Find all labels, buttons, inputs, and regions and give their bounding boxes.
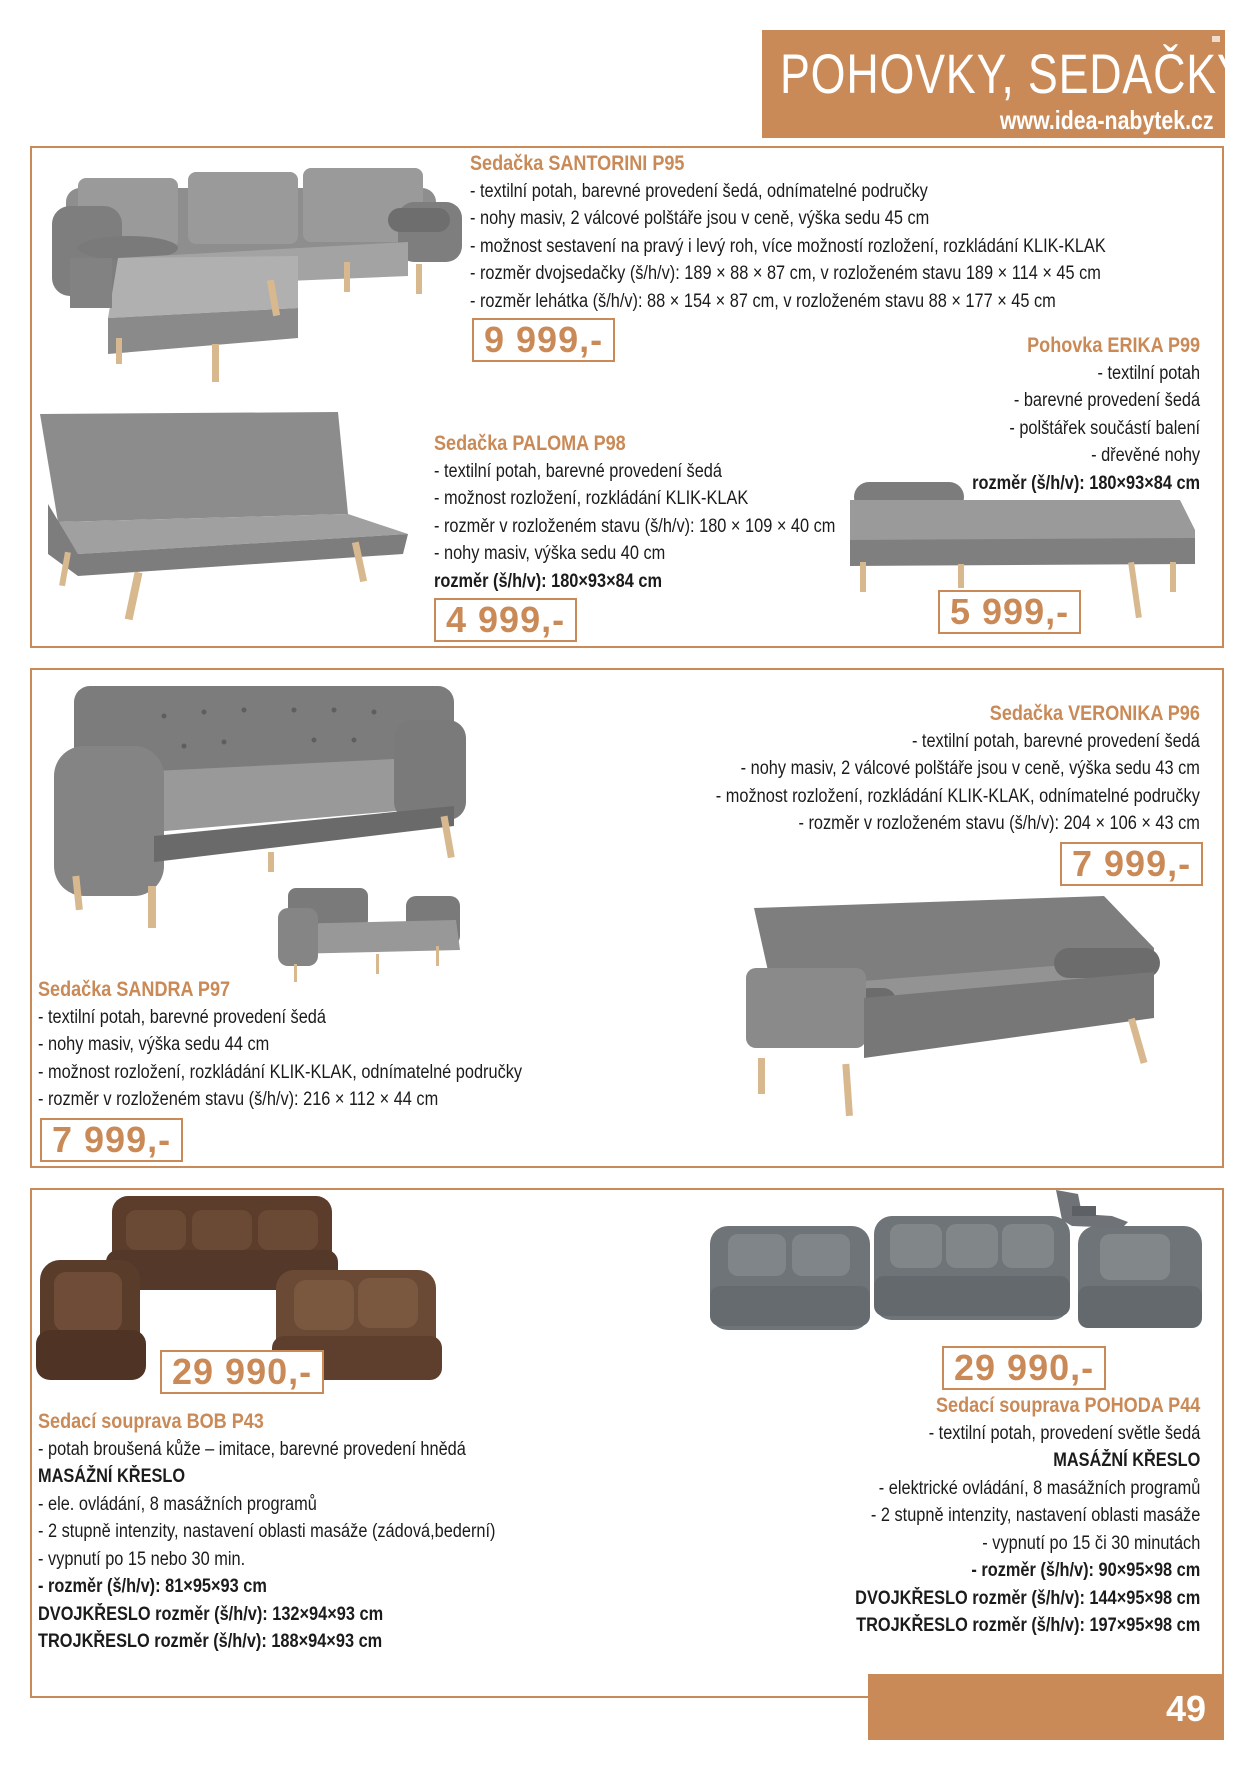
page-number: 49 xyxy=(1165,1688,1206,1729)
bob-price: 29 990,- xyxy=(160,1350,324,1394)
size-line: DVOJKŘESLO rozměr (š/h/v): 144×95×98 cm xyxy=(854,1587,1200,1609)
product-name: Sedačka SANDRA P97 xyxy=(38,978,231,1001)
spec-line: - vypnutí po 15 nebo 30 min. xyxy=(38,1548,246,1570)
product-name: Sedačka PALOMA P98 xyxy=(434,432,626,455)
spec-line: - potah broušená kůže – imitace, barevné provedení hnědá xyxy=(38,1438,466,1460)
veronika-description xyxy=(637,700,1200,838)
product-name: Sedačka VERONIKA P96 xyxy=(989,702,1200,725)
pohoda-description xyxy=(799,1392,1200,1640)
paloma-sofa-image xyxy=(38,404,418,624)
spec-line: - nohy masiv, výška sedu 40 cm xyxy=(434,543,666,564)
spec-line: - textilní potah, barevné provedení šedá xyxy=(434,460,722,482)
size-line: TROJKŘESLO rozměr (š/h/v): 197×95×98 cm xyxy=(855,1615,1200,1636)
erika-description xyxy=(935,332,1200,497)
paloma-price: 4 999,- xyxy=(434,598,577,642)
recliner-mode-image xyxy=(1052,1186,1132,1230)
size-line: - rozměr (š/h/v): 90×95×98 cm xyxy=(971,1560,1200,1581)
product-name: Sedací souprava BOB P43 xyxy=(38,1410,264,1433)
spec-line: - 2 stupně intenzity, nastavení oblasti masáže xyxy=(870,1505,1200,1526)
spec-line: - textilní potah, barevné provedení šedá xyxy=(38,1006,326,1028)
spec-line: - rozměr dvojsedačky (š/h/v): 189 × 88 × 87 cm, v rozloženém stavu 189 × 114 × 45 cm xyxy=(470,263,1101,284)
spec-line: - ele. ovládání, 8 masážních programů xyxy=(38,1493,317,1515)
size-line: rozměr (š/h/v): 180×93×84 cm xyxy=(434,570,662,592)
chair-heading: MASÁŽNÍ KŘESLO xyxy=(1052,1450,1200,1471)
spec-line: - textilní potah, barevné provedení šedá, odnímatelné područky xyxy=(470,180,928,202)
spec-line: - rozměr v rozloženém stavu (š/h/v): 204 × 106 × 43 cm xyxy=(798,813,1200,834)
spec-line: - elektrické ovládání, 8 masážních programů xyxy=(878,1477,1200,1499)
spec-line: - nohy masiv, 2 válcové polštáře jsou v ceně, výška sedu 45 cm xyxy=(470,208,930,229)
veronika-price: 7 999,- xyxy=(1060,842,1203,886)
sandra-description xyxy=(38,976,601,1114)
spec-line: - možnost sestavení na pravý i levý roh, více možností rozložení, rozkládání KLIK-KLAK xyxy=(470,235,1106,257)
website-link[interactable]: www.idea-nabytek.cz xyxy=(1000,105,1214,135)
spec-line: - rozměr lehátka (š/h/v): 88 × 154 × 87 cm, v rozloženém stavu 88 × 177 × 45 cm xyxy=(470,290,1056,312)
size-line: rozměr (š/h/v): 180×93×84 cm xyxy=(972,472,1200,494)
santorini-sofa-image xyxy=(48,158,468,388)
product-name: Sedací souprava POHODA P44 xyxy=(935,1394,1200,1417)
sandra-bed-mode-image xyxy=(276,884,466,984)
product-name: Pohovka ERIKA P99 xyxy=(1027,334,1200,357)
size-line: TROJKŘESLO rozměr (š/h/v): 188×94×93 cm xyxy=(38,1631,383,1652)
paloma-description xyxy=(434,430,901,595)
spec-line: - barevné provedení šedá xyxy=(1013,390,1200,411)
pohoda-price: 29 990,- xyxy=(942,1346,1106,1390)
erika-price: 5 999,- xyxy=(938,590,1081,634)
spec-line: - vypnutí po 15 či 30 minutách xyxy=(982,1532,1200,1554)
size-line: DVOJKŘESLO rozměr (š/h/v): 132×94×93 cm xyxy=(38,1603,384,1625)
spec-line: - textilní potah, provedení světle šedá xyxy=(928,1422,1200,1444)
veronika-sofa-image xyxy=(744,888,1164,1128)
spec-line: - nohy masiv, výška sedu 44 cm xyxy=(38,1034,270,1055)
spec-line: - rozměr v rozloženém stavu (š/h/v): 216 × 112 × 44 cm xyxy=(38,1089,439,1110)
spec-line: - polštářek součástí balení xyxy=(1009,417,1200,439)
spec-line: - textilní potah xyxy=(1097,362,1200,384)
sandra-price: 7 999,- xyxy=(40,1118,183,1162)
spec-line: - nohy masiv, 2 válcové polštáře jsou v ceně, výška sedu 43 cm xyxy=(740,758,1200,779)
product-name: Sedačka SANTORINI P95 xyxy=(470,152,685,175)
santorini-price: 9 999,- xyxy=(472,318,615,362)
spec-line: - možnost rozložení, rozkládání KLIK-KLAK, odnímatelné područky xyxy=(38,1061,523,1083)
santorini-description xyxy=(470,150,1209,315)
spec-line: - možnost rozložení, rozkládání KLIK-KLAK, odnímatelné područky xyxy=(715,785,1200,807)
size-line: - rozměr (š/h/v): 81×95×93 cm xyxy=(38,1576,267,1597)
spec-line: - textilní potah, barevné provedení šedá xyxy=(912,730,1200,752)
spec-line: - dřevěné nohy xyxy=(1090,445,1200,466)
bob-description xyxy=(38,1408,570,1656)
spec-line: - možnost rozložení, rozkládání KLIK-KLAK xyxy=(434,488,749,509)
chair-heading: MASÁŽNÍ KŘESLO xyxy=(38,1466,186,1487)
page-title: POHOVKY, SEDAČKY xyxy=(780,42,1248,105)
spec-line: - rozměr v rozloženém stavu (š/h/v): 180 × 109 × 40 cm xyxy=(434,515,836,537)
spec-line: - 2 stupně intenzity, nastavení oblasti masáže (zádová,bederní) xyxy=(38,1521,496,1542)
